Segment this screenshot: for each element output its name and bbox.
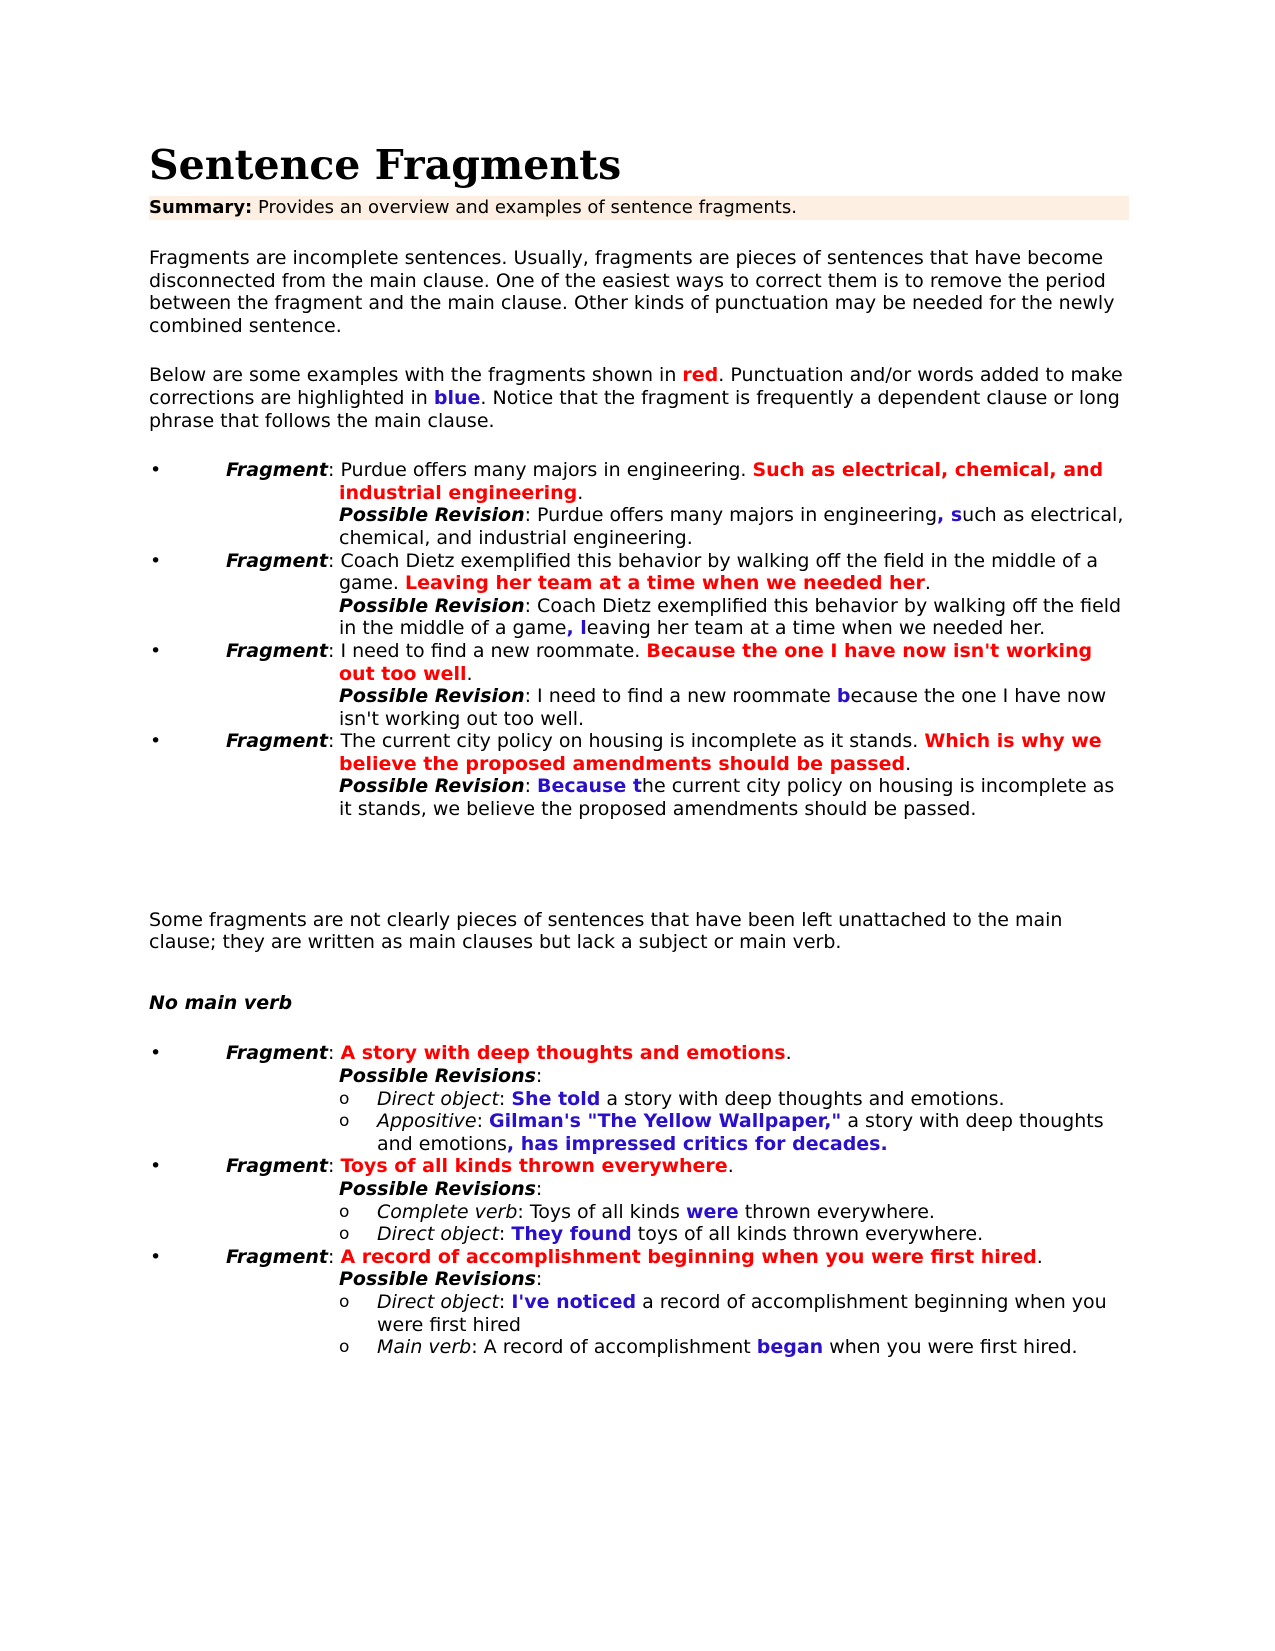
fragment-examples-list [149,459,1129,821]
no-main-verb-list [149,1042,1129,1358]
fragment-line [226,1042,1129,1065]
colon: : [327,639,341,662]
list-item [149,459,1129,549]
fragment-label: Fragment [226,1155,328,1178]
revision-text: Toys of all kinds [529,1200,686,1223]
revision-text: Purdue offers many majors in engineering [537,504,938,527]
fragment-text: Toys of all kinds thrown everywhere [340,1155,728,1178]
colon: : [476,1110,490,1133]
revision-text: a story with deep thoughts and emotions. [600,1087,1005,1110]
revision-label: Possible Revision [339,685,525,708]
colon: : [535,1178,543,1200]
blue-word: blue [433,386,481,409]
fragment-line [226,550,1129,595]
correction-text: , l [566,617,587,640]
list-item [149,1246,1129,1359]
list-item [149,1042,1129,1155]
revision-item [339,1291,1129,1336]
revision-text: toys of all kinds thrown everywhere. [631,1223,984,1246]
main-clause: I need to find a new roommate. [340,639,647,662]
colon: : [535,1065,543,1088]
fragment-label: Fragment [226,730,328,753]
revision-text: ecause the one I have now isn't working out too well. [339,685,1107,730]
revision-text: thrown everywhere. [738,1200,935,1223]
period: . [466,662,473,685]
revision-line [226,775,1129,820]
examples-intro-text: . Punctuation and/or words added to make corrections are highlighted in [149,364,1123,409]
examples-intro-paragraph [149,364,1129,432]
revision-text: eaving her team at a time when we needed her. [586,617,1046,640]
correction-text: , has impressed critics for decades. [506,1132,888,1155]
summary-text: Provides an overview and examples of sentence fragments. [252,197,797,218]
fragment-line [226,730,1129,775]
list-item [149,640,1129,730]
revision-text: he current city policy on housing is incomplete as it stands, we believe the proposed amendments should be passed. [339,775,1115,821]
revision-line [226,595,1129,640]
page-title: Sentence Fragments [149,141,622,189]
correction-text: b [836,685,851,708]
section-heading: No main verb [149,991,293,1014]
revision-type: Direct object [377,1087,499,1110]
fragment-label: Fragment [226,459,328,482]
summary-label: Summary: [149,197,253,218]
list-item [149,1155,1129,1245]
period: . [1036,1245,1043,1268]
colon: : [498,1290,512,1313]
period: . [727,1155,734,1178]
correction-text: were [685,1200,739,1223]
revision-type: Complete verb [377,1200,518,1223]
correction-text: , s [937,504,963,527]
fragment-line [226,1155,1129,1178]
fragment-line [226,640,1129,685]
revision-label: Possible Revision [339,775,525,798]
revision-type: Direct object [377,1223,499,1246]
colon: : [327,1245,341,1268]
colon: : [327,1042,341,1065]
colon: : [327,459,341,482]
colon: : [498,1223,512,1246]
period: . [577,481,584,504]
fragment-text: A record of accomplishment beginning when you were first hired [340,1245,1037,1268]
revision-text: Coach Dietz exemplified this behavior by walking off the field in the middle of a game [339,594,1122,640]
revision-item [339,1336,1129,1359]
main-clause: The current city policy on housing is incomplete as it stands. [340,730,925,753]
fragment-line [226,459,1129,504]
fragment-text: Because the one I have now isn't working out too well [339,639,1093,685]
colon: : [327,549,341,572]
fragment-text: Such as electrical, chemical, and industrial engineering [339,459,1104,504]
revisions-list [226,1201,1129,1246]
fragment-label: Fragment [226,1245,328,1268]
correction-text: They found [511,1223,632,1246]
colon: : [524,775,538,798]
revisions-label: Possible Revisions [339,1065,536,1088]
fragment-text: Which is why we believe the proposed amendments should be passed [339,730,1102,775]
revision-text: a story with deep thoughts and emotions [377,1110,1104,1155]
revision-text: A record of accomplishment [483,1336,757,1359]
list-item [149,730,1129,820]
colon: : [327,730,341,753]
summary-box [149,196,1129,220]
correction-text: Gilman's "The Yellow Wallpaper," [489,1110,842,1133]
colon: : [471,1336,484,1359]
fragment-line [226,1246,1129,1269]
revisions-label-line [226,1178,1129,1201]
correction-text: I've noticed [511,1290,637,1313]
colon: : [524,504,538,527]
revisions-label: Possible Revisions [339,1178,536,1200]
revisions-list [226,1291,1129,1359]
fragment-label: Fragment [226,639,328,662]
colon: : [327,1155,341,1178]
revisions-label-line [226,1065,1129,1088]
revision-label: Possible Revision [339,594,525,617]
revision-item [339,1223,1129,1246]
revision-item [339,1088,1129,1111]
second-paragraph: Some fragments are not clearly pieces of sentences that have been left unattached to the main clause; they are written as main clauses but lack a subject or main verb. [149,908,1063,954]
examples-intro-text: . Notice that the fragment is frequently a dependent clause or long phrase that follows the main clause. [149,386,1120,432]
revision-text: I need to find a new roommate [537,685,837,708]
list-item [149,550,1129,640]
revision-item [339,1110,1129,1155]
main-clause: Coach Dietz exemplified this behavior by walking off the field in the middle of a game. [339,549,1099,595]
revision-text: when you were first hired. [823,1336,1078,1359]
revision-text: uch as electrical, chemical, and industrial engineering. [339,504,1124,549]
period: . [785,1042,792,1065]
revision-item [339,1201,1129,1224]
revision-text: a record of accomplishment beginning when you were first hired [377,1290,1107,1336]
revision-type: Main verb [377,1336,472,1359]
intro-paragraph: Fragments are incomplete sentences. Usually, fragments are pieces of sentences that have become disconnected from the main clause. One of the easiest ways to correct them is to remove the period between the fragment and the main clause. Other kinds of punctuation may be needed for the newly combined sentence. [149,247,1115,337]
revision-line [226,504,1129,549]
examples-intro-text: Below are some examples with the fragments shown in [149,364,683,387]
fragment-label: Fragment [226,549,328,572]
revisions-label: Possible Revisions [339,1268,536,1291]
correction-text: Because t [537,775,642,798]
revision-label: Possible Revision [339,504,525,527]
fragment-text: Leaving her team at a time when we needed her [404,572,925,595]
main-clause: Purdue offers many majors in engineering. [340,459,753,482]
colon: : [498,1087,512,1110]
revisions-label-line [226,1268,1129,1291]
red-word: red [682,364,719,387]
revision-type: Direct object [377,1290,499,1313]
revisions-list [226,1088,1129,1156]
correction-text: She told [511,1087,601,1110]
colon: : [535,1268,543,1291]
period: . [905,752,912,775]
correction-text: began [756,1336,824,1359]
colon: : [517,1200,530,1223]
fragment-text: A story with deep thoughts and emotions [340,1042,786,1065]
colon: : [524,685,538,708]
colon: : [524,594,538,617]
period: . [924,572,931,595]
revision-type: Appositive [377,1110,477,1133]
fragment-label: Fragment [226,1042,328,1065]
document-page [149,140,1129,1359]
revision-line [226,685,1129,730]
